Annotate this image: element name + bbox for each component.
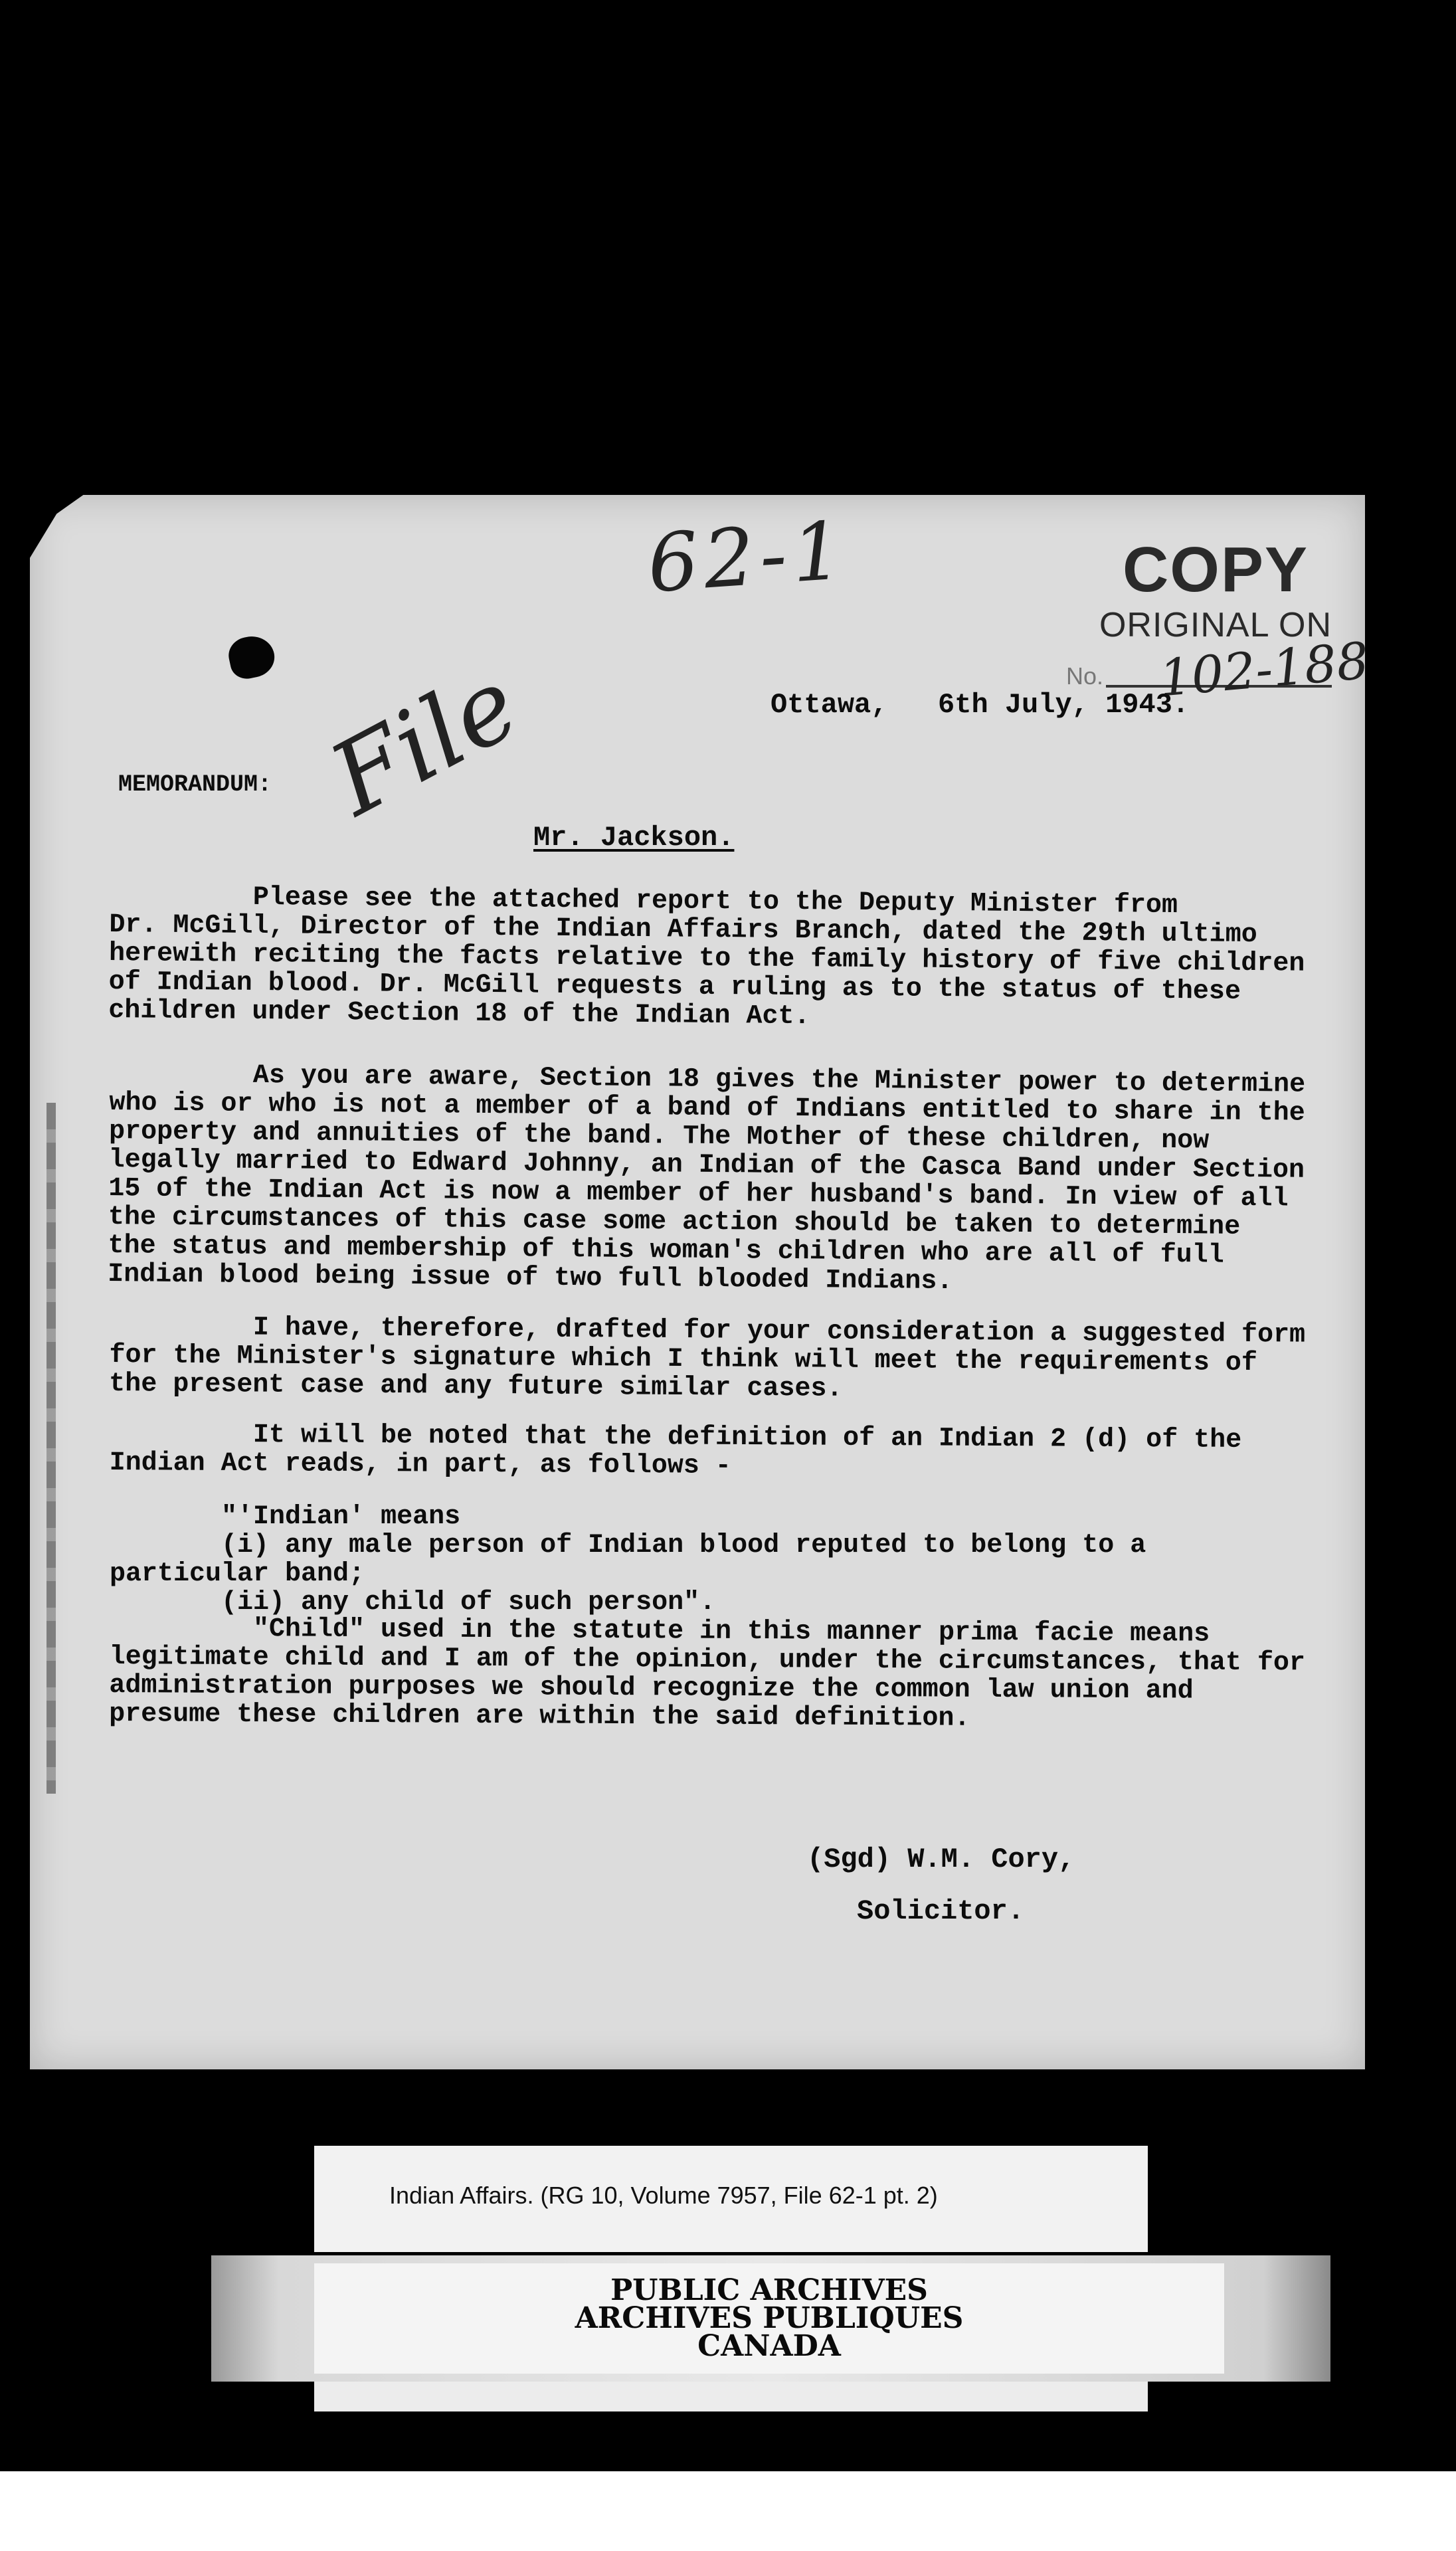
stamp-original-on: ORIGINAL ON: [1099, 606, 1332, 644]
memo-heading: MEMORANDUM:: [118, 771, 272, 798]
archive-reference-label: [314, 2146, 1148, 2252]
stamp-number-label: No.: [1066, 662, 1104, 690]
archive-label-tab: [314, 2382, 1148, 2411]
memo-paragraph-3: I have, therefore, drafted for your consideration a suggested form for the Minister's signature which I think will meet the requirements of the present case and any future similar cases.: [109, 1312, 1306, 1404]
archive-name-line-3: CANADA: [697, 2329, 841, 2363]
memo-paragraph-4: It will be noted that the definition of an Indian 2 (d) of the Indian Act reads, in part, as follows -: [109, 1420, 1242, 1481]
memo-paragraph-5: "Child" used in the statute in this manner prima facie means legitimate child and I am of the opinion, under the circumstances, that for administration purposes we should recognize the common law union and presume these children are within the said definition.: [109, 1614, 1306, 1734]
archive-name-line-1: PUBLIC ARCHIVES: [610, 2273, 928, 2307]
archive-name-bar: [211, 2255, 1330, 2382]
bottom-margin: [0, 2471, 1456, 2551]
stamp-number-row: [1059, 630, 1372, 708]
memo-quotation: "'Indian' means (i) any male person of Indian blood reputed to belong to a particular band; (ii) any child of such person".: [110, 1502, 1146, 1618]
copy-stamp: [1059, 534, 1372, 708]
memo-signatory-title: Solicitor.: [857, 1895, 1025, 1927]
stamp-number-value: 102-188: [1156, 630, 1372, 708]
memo-addressee: Mr. Jackson.: [533, 822, 735, 854]
handwritten-file-note: File: [313, 646, 537, 838]
page-edge-shadow: [46, 1103, 56, 1794]
archive-name: [314, 2273, 1224, 2363]
archive-reference-text: Indian Affairs. (RG 10, Volume 7957, File 62-1 pt. 2): [389, 2182, 938, 2209]
stamp-copy-text: COPY: [1122, 534, 1309, 605]
memo-paragraph-1: Please see the attached report to the Deputy Minister from Dr. McGill, Director of the Indian Affairs Branch, dated the 29th ultimo herewith reciting the facts relative to the family history of five children of Indian blood. Dr. McGill requests a ruling as to the status of these children under Section 18 of the Indian Act.: [108, 882, 1305, 1032]
memo-signature: (Sgd) W.M. Cory,: [807, 1843, 1075, 1875]
archive-name-label: [314, 2263, 1224, 2374]
handwritten-file-number: 62-1: [644, 504, 852, 611]
archive-name-line-2: ARCHIVES PUBLIQUES: [575, 2301, 964, 2335]
memo-date: Ottawa, 6th July, 1943.: [771, 689, 1190, 721]
memo-paragraph-2: As you are aware, Section 18 gives the Minister power to determine who is or who is not a member of a band of Indians entitled to share in the property and annuities of the band. The Mother of these children, now legally married to Edward Johnny, an Indian of the Casca Band under Section 15 of the Indian Act is now a member of her husband's band. In view of all the circumstances of this case some action should be taken to determine the status and membership of this woman's children who are all of full Indian blood being issue of two full blooded Indians.: [107, 1060, 1306, 1297]
